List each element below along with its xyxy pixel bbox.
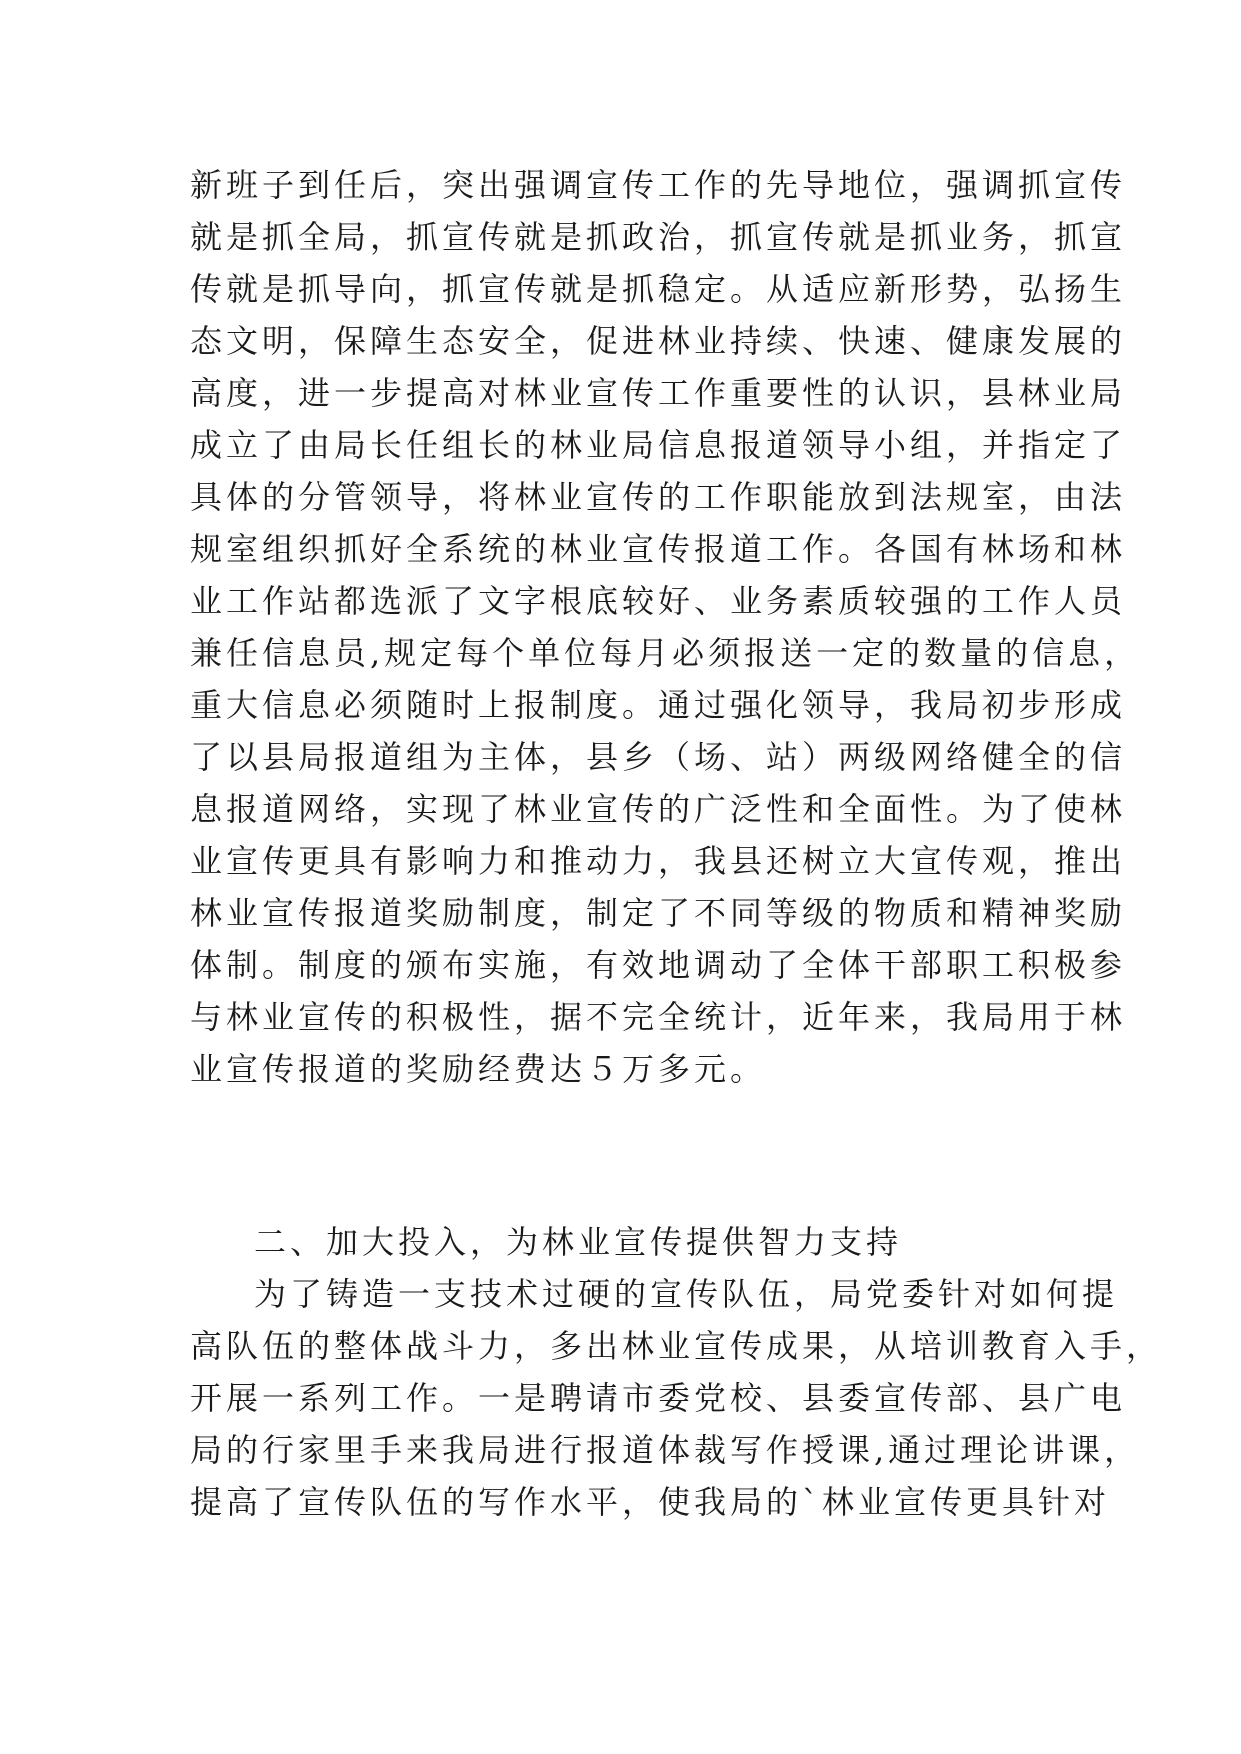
paragraph-line: 开展一系列工作。一是聘请市委党校、县委宣传部、县广电 [190,1379,1127,1417]
section-heading-text: 二、加大投入，为林业宣传提供智力支持 [254,1223,903,1261]
paragraph-line: 就是抓全局，抓宣传就是抓政治，抓宣传就是抓业务，抓宣 [190,218,1127,256]
paragraph-line: 林业宣传报道奖励制度，制定了不同等级的物质和精神奖励 [190,894,1127,932]
paragraph-line: 息报道网络，实现了林业宣传的广泛性和全面性。为了使林 [190,790,1127,828]
paragraph-line: 新班子到任后，突出强调宣传工作的先导地位，强调抓宣传 [190,166,1127,204]
paragraph-1 [190,159,1141,1095]
paragraph-line: 成立了由局长任组长的林业局信息报道领导小组，并指定了 [190,426,1127,464]
paragraph-line: 高度，进一步提高对林业宣传工作重要性的认识，县林业局 [190,374,1127,412]
paragraph-line: 了以县局报道组为主体，县乡（场、站）两级网络健全的信 [190,738,1127,776]
paragraph-line: 提高了宣传队伍的写作水平，使我局的`林业宣传更具针对 [190,1483,1111,1521]
paragraph-line: 规室组织抓好全系统的林业宣传报道工作。各国有林场和林 [190,530,1127,568]
paragraph-line: 具体的分管领导，将林业宣传的工作职能放到法规室，由法 [190,478,1127,516]
paragraph-line: 体制。制度的颁布实施，有效地调动了全体干部职工积极参 [190,946,1127,984]
paragraph-line: 业宣传更具有影响力和推动力，我县还树立大宣传观，推出 [190,842,1127,880]
paragraph-line: 局的行家里手来我局进行报道体裁写作授课,通过理论讲课， [190,1431,1141,1469]
paragraph-line: 业宣传报道的奖励经费达５万多元。 [190,1050,767,1088]
paragraph-line: 与林业宣传的积极性，据不完全统计，近年来，我局用于林 [190,998,1127,1036]
paragraph-line: 为了铸造一支技术过硬的宣传队伍，局党委针对如何提 [254,1275,1119,1313]
paragraph-line: 业工作站都选派了文字根底较好、业务素质较强的工作人员 [190,582,1127,620]
section-heading-2 [190,1216,1050,1268]
paragraph-line: 兼任信息员,规定每个单位每月必须报送一定的数量的信息， [190,634,1141,672]
paragraph-line: 高队伍的整体战斗力，多出林业宣传成果，从培训教育入手， [190,1327,1163,1365]
paragraph-line: 重大信息必须随时上报制度。通过强化领导，我局初步形成 [190,686,1127,724]
paragraph-line: 态文明，保障生态安全，促进林业持续、快速、健康发展的 [190,322,1127,360]
paragraph-2 [190,1268,1163,1528]
paragraph-line: 传就是抓导向，抓宣传就是抓稳定。从适应新形势，弘扬生 [190,270,1127,308]
